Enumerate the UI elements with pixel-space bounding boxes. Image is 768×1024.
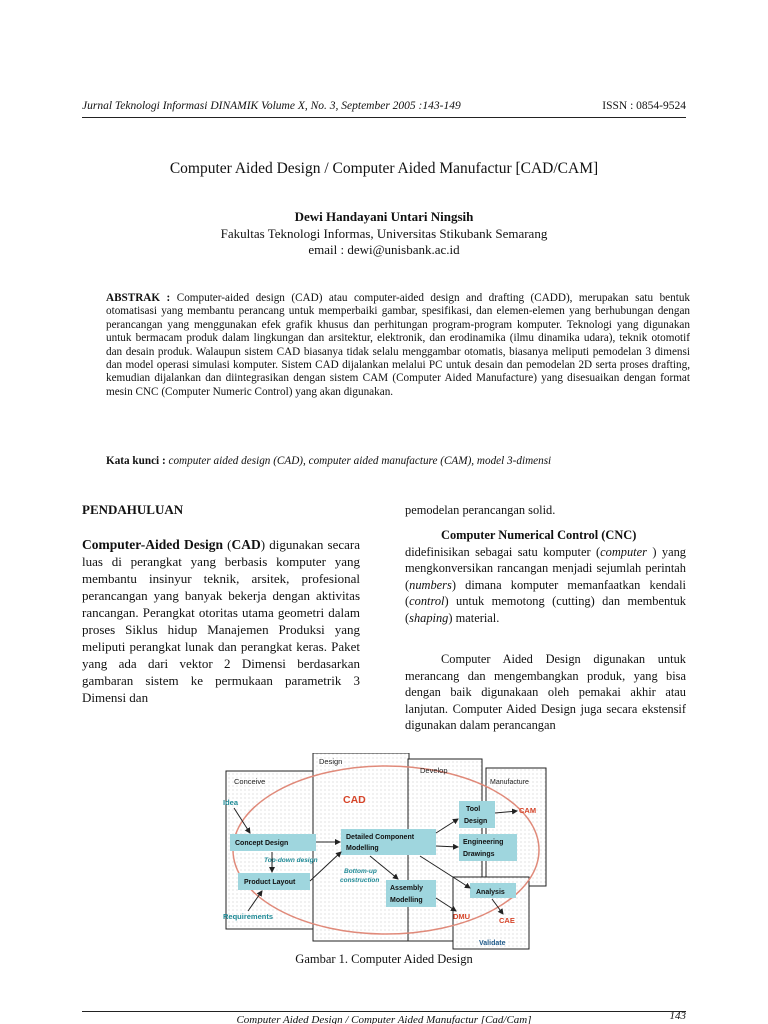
- cad-open-paren: (: [223, 537, 232, 552]
- box-product-layout-label: Product Layout: [244, 879, 296, 886]
- journal-info: Jurnal Teknologi Informasi DINAMIK Volume X, No. 3, September 2005 :143-149: [82, 100, 461, 112]
- box-eng-label-1: Engineering: [463, 839, 504, 846]
- box-assembly-label-1: Assembly: [390, 885, 424, 892]
- cnc-italic-4: shaping: [409, 610, 449, 625]
- label-requirements: Requirements: [223, 912, 274, 921]
- author-affiliation: Fakultas Teknologi Informas, Universitas Stikubank Semarang: [220, 226, 548, 241]
- abstract-label: ABSTRAK :: [106, 292, 171, 304]
- box-detailed-label-1: Detailed Component: [346, 834, 415, 841]
- label-bottom-up-2: construction: [340, 877, 380, 884]
- continued-text: pemodelan perancangan solid.: [405, 503, 556, 517]
- intro-text: ) digunakan secara luas di perangkat yang berbasis komputer yang membantu insinyur teknik, arsitek, profesional perancangan yang banyak bekerja dengan aktivitas rancangan. Perangkat otoritas utama geometri dalam proses Siklus hidup Manajemen Produksi yang meliputi perangkat lunak dan perangkat keras. Paket yang ada dari vektor 2 Dimensi berdasarkan gambaran sistem ke permukaan parametrik 3 Dimensi dan: [82, 537, 361, 705]
- paper-title: Computer Aided Design / Computer Aided Manufactur [CAD/CAM]: [169, 160, 599, 177]
- cnc-term: Computer Numerical Control (CNC): [441, 528, 637, 542]
- output-dmu: DMU: [453, 912, 471, 921]
- output-cae: CAE: [499, 916, 515, 925]
- cad-usage-paragraph: Computer Aided Design digunakan untuk merancang dan mengembangkan produk, yang bisa dengan baik digunakaan oleh pemakai akhir atau lanjutan. Computer Aided Design juga secara ekstensif digunakan dalam perancangan: [405, 652, 686, 732]
- label-design: Design: [319, 757, 343, 766]
- figure-caption: Gambar 1. Computer Aided Design: [295, 952, 473, 966]
- abstract: [106, 292, 690, 399]
- box-tool-label-1: Tool: [466, 806, 481, 813]
- label-conceive: Conceive: [234, 777, 266, 786]
- page-number: 143: [669, 1010, 686, 1022]
- abstract-text: Computer-aided design (CAD) atau computer-aided design and drafting (CADD), merupakan satu bentuk otomatisasi yang membantu perancang untuk memperbaiki gambar, spesifikasi, dan elemen-elemen yang berhubungan dengan perancangan yang menggunakan efek grafik khusus dan perhitungan program-program komputer. Teknologi yang digunakan untuk bermacam produk dalam lingkungan dan arsitektur, elektronik, dan erodinamika (ilmu dinamika udara), teknik otomotif dan desain produk. Walaupun sistem CAD biasanya tidak selalu menggambar otomatis, biasanya meliputi pemodelan 3 dimensi dan model operasi simulasi komputer. Sistem CAD dijalankan melalui PC untuk desain dan pemodelan 2D serta proses drafting, kemudian dijalankan dan diintegrasikan dengan sistem CAM (Computer Aided Manufacture) yang disesuaikan dengan format mesin CNC (Computer Numeric Control) yang akan digunakan.: [106, 292, 691, 398]
- cad-term: Computer-Aided Design: [82, 537, 224, 552]
- cad-diagram: [220, 753, 550, 950]
- issn: ISSN : 0854-9524: [602, 100, 686, 112]
- cnc-text-3: ) dimana komputer memanfaatkan kendali (: [405, 577, 686, 608]
- cnc-italic-2: numbers: [409, 577, 452, 592]
- cnc-italic-3: control: [409, 594, 445, 608]
- cnc-text-1: didefinisikan sebagai satu komputer (: [405, 544, 601, 559]
- intro-paragraph: [82, 536, 360, 706]
- section-title: PENDAHULUAN: [82, 502, 184, 517]
- cad-abbr: CAD: [231, 537, 261, 552]
- author-name: Dewi Handayani Untari Ningsih: [294, 209, 474, 224]
- cnc-text-4: ) untuk memotong (cutting) dan membentuk (: [405, 594, 686, 625]
- cnc-paragraph: [405, 527, 686, 626]
- box-tool-label-2: Design: [464, 818, 488, 825]
- label-idea: Idea: [223, 798, 239, 807]
- keywords-text: computer aided design (CAD), computer aided manufacture (CAM), model 3-dimensi: [168, 455, 552, 467]
- box-analysis-label: Analysis: [476, 889, 505, 896]
- label-develop: Develop: [420, 766, 448, 775]
- box-eng-label-2: Drawings: [463, 851, 495, 858]
- cad-label: CAD: [343, 794, 366, 806]
- label-manufacture: Manufacture: [490, 779, 529, 786]
- box-concept-design-label: Concept Design: [235, 840, 289, 847]
- author-email: email : dewi@unisbank.ac.id: [308, 242, 460, 257]
- cnc-text-2: ) yang mengkonversikan rancangan menjadi sejumlah perintah (: [405, 544, 686, 592]
- figure-cad-diagram: [220, 753, 550, 950]
- cnc-text-5: ) material.: [448, 610, 500, 625]
- running-footer: Computer Aided Design / Computer Aided Manufactur [Cad/Cam]: [82, 1011, 686, 1024]
- cnc-italic-1: computer: [600, 544, 647, 559]
- running-header: [82, 100, 686, 118]
- box-detailed-label-2: Modelling: [346, 845, 379, 852]
- label-top-down: Top-down design: [264, 857, 318, 864]
- keywords: [106, 455, 690, 467]
- box-assembly-label-2: Modelling: [390, 897, 423, 904]
- keywords-label: Kata kunci :: [106, 455, 166, 467]
- output-cam: CAM: [519, 806, 537, 815]
- label-bottom-up-1: Bottom-up: [344, 868, 377, 875]
- label-validate: Validate: [479, 940, 506, 947]
